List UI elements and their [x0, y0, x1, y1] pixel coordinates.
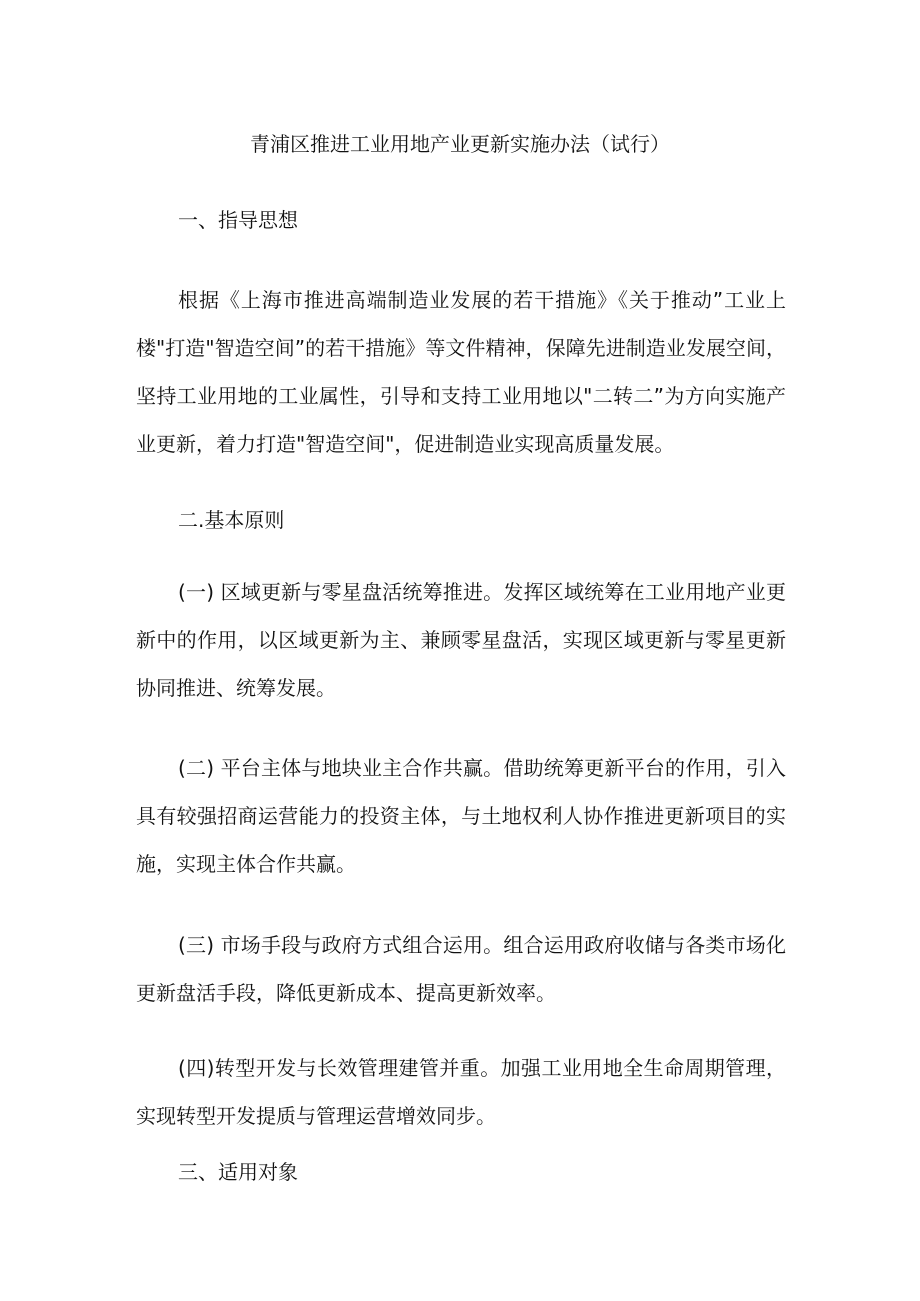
section-heading-basic-principles: 二.基本原则	[178, 508, 285, 532]
section-heading-guiding-ideology: 一、指导思想	[178, 208, 298, 232]
principle-paragraph-3: (三) 市场手段与政府方式组合运用。组合运用政府收储与各类市场化更新盘活手段，降低更新成本、提高更新效率。	[136, 933, 786, 1005]
principle-paragraph-4: (四)转型开发与长效管理建管并重。加强工业用地全生命周期管理，实现转型开发提质与管理运营增效同步。	[136, 1056, 786, 1128]
principle-paragraph-2: (二) 平台主体与地块业主合作共赢。借助统筹更新平台的作用，引入具有较强招商运营能力的投资主体，与土地权利人协作推进更新项目的实施，实现主体合作共赢。	[136, 756, 786, 876]
principle-paragraph-1: (一) 区域更新与零星盘活统筹推进。发挥区域统筹在工业用地产业更新中的作用，以区域更新为主、兼顾零星盘活，实现区域更新与零星更新协同推进、统筹发展。	[136, 580, 786, 700]
document-title: 青浦区推进工业用地产业更新实施办法（试行）	[250, 132, 670, 156]
section-paragraph-guiding-ideology: 根据《上海市推进高端制造业发展的若干措施》《关于推动”工业上楼"打造"智造空间”的若干措施》等文件精神，保障先进制造业发展空间，坚持工业用地的工业属性，引导和支持工业用地以"二转二”为方向实施产业更新，着力打造"智造空间"，促进制造业实现高质量发展。	[136, 288, 786, 456]
section-heading-applicable-objects: 三、适用对象	[178, 1160, 298, 1184]
